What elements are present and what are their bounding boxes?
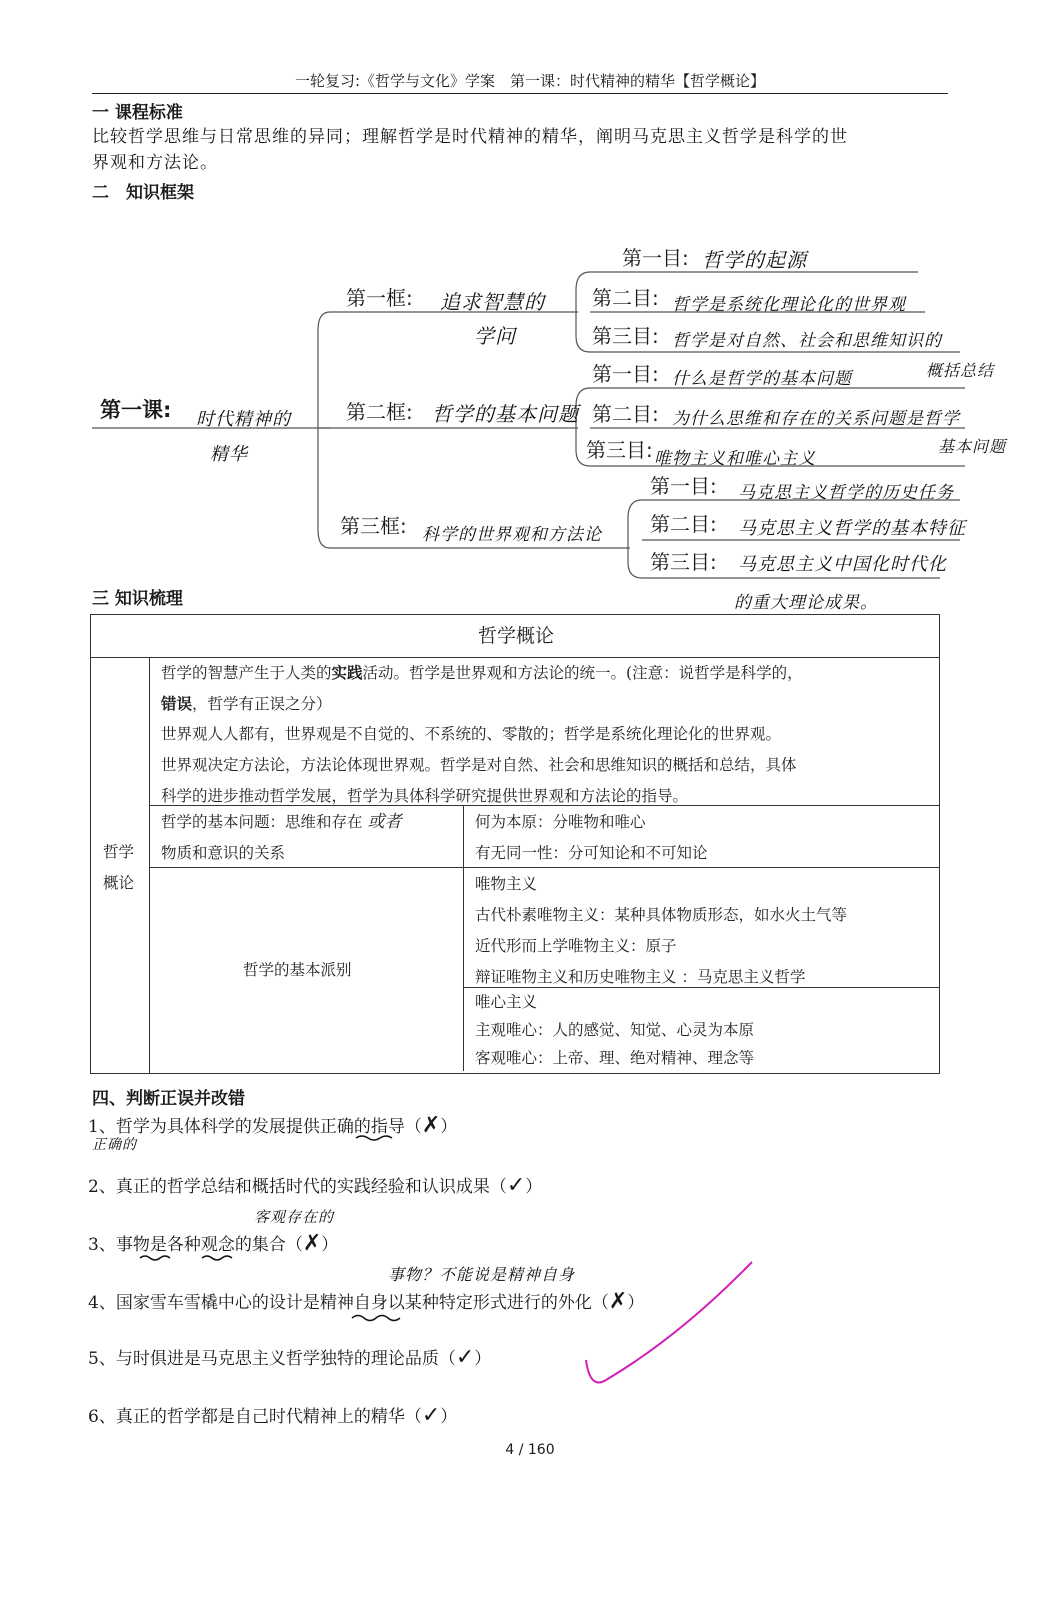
frame3-item1-hw: 马克思主义哲学的历史任务 [738, 483, 954, 503]
side-label-2: 概论 [103, 874, 135, 892]
frame2-item3-hw: 唯物主义和唯心主义 [654, 449, 816, 469]
frame1-item1-hw: 哲学的起源 [702, 248, 807, 272]
intro-line4: 世界观决定方法论，方法论体现世界观。哲学是对自然、社会和思维知识的概括和总结，具体 [161, 756, 797, 774]
underline-jingshen [352, 1316, 400, 1321]
frame3-item2-hw: 马克思主义哲学的基本特征 [738, 518, 966, 539]
section4-title: 四、判断正误并改错 [92, 1089, 245, 1109]
margin-note-chengguo: 的重大理论成果。 [734, 593, 878, 613]
frame2-item1-label: 第一目: [592, 362, 659, 386]
underline-zhengque [356, 1136, 392, 1140]
judgment-note-3: 客观存在的 [254, 1208, 335, 1226]
section1-title: 一 课程标准 [92, 103, 183, 123]
margin-note-jiben: 基本问题 [938, 437, 1007, 456]
idealism-2: 主观唯心：人的感觉、知觉、心灵为本原 [475, 1021, 755, 1039]
frame3-item3-hw: 马克思主义中国化时代化 [738, 554, 947, 575]
frame1-hw-1: 追求智慧的 [440, 290, 545, 314]
judgment-item-2: 2、真正的哲学总结和概括时代的实践经验和认识成果（✓） [88, 1173, 543, 1198]
schools-label: 哲学的基本派别 [243, 961, 352, 979]
frame2-item3-label: 第三目: [586, 438, 653, 462]
frame1-label: 第一框: [346, 286, 413, 310]
frame2-item2-hw: 为什么思维和存在的关系问题是哲学 [672, 409, 960, 429]
frame1-hw-2: 学问 [474, 324, 516, 348]
section2-title: 二 知识框架 [92, 183, 194, 203]
basic-question-right1: 何为本原：分唯物和唯心 [475, 813, 646, 831]
frame2-label: 第二框: [346, 400, 413, 424]
materialism-1: 唯物主义 [475, 875, 538, 893]
frame2-item2-label: 第二目: [592, 402, 659, 426]
basic-question-right2: 有无同一性：分可知论和不可知论 [475, 844, 708, 862]
materialism-3: 近代形而上学唯物主义：原子 [475, 937, 677, 955]
intro-line1: 哲学的智慧产生于人类的实践活动。哲学是世界观和方法论的统一。(注意：说哲学是科学的， [161, 663, 803, 682]
frame1-item2-label: 第二目: [592, 286, 659, 310]
basic-question-left2: 物质和意识的关系 [161, 844, 286, 862]
lesson-hw-1: 时代精神的 [196, 409, 291, 430]
idealism-3: 客观唯心：上帝、理、绝对精神、理念等 [475, 1049, 755, 1067]
frame3-item3-label: 第三目: [650, 550, 717, 574]
intro-line3: 世界观人人都有，世界观是不自觉的、不系统的、零散的；哲学是系统化理论化的世界观。 [161, 725, 782, 743]
course-standard-line1: 比较哲学思维与日常思维的异同；理解哲学是时代精神的精华，阐明马克思主义哲学是科学的世 [92, 127, 848, 147]
frame3-label: 第三框: [340, 514, 407, 538]
margin-note-gaikuo: 概括总结 [926, 361, 995, 380]
judgment-item-4: 4、国家雪车雪橇中心的设计是精神自身以某种特定形式进行的外化（✗） [88, 1289, 645, 1314]
judgment-item-3: 3、事物是各种观念的集合（✗） [88, 1231, 339, 1256]
frame1-item2-hw: 哲学是系统化理论化的世界观 [672, 295, 906, 315]
materialism-4: 辩证唯物主义和历史唯物主义 ：马克思主义哲学 [475, 968, 806, 986]
intro-line5: 科学的进步推动哲学发展，哲学为具体科学研究提供世界观和方法论的指导。 [161, 787, 689, 805]
frame3-item1-label: 第一目: [650, 474, 717, 498]
magenta-check-icon [586, 1262, 752, 1383]
side-label-1: 哲学 [103, 843, 135, 861]
underline-guannian [202, 1256, 232, 1260]
judgment-item-6: 6、真正的哲学都是自己时代精神上的精华（✓） [88, 1403, 458, 1428]
intro-line2: 错误，哲学有正误之分） [161, 694, 332, 713]
judgment-note-4: 事物？不能说是精神自身 [388, 1265, 576, 1284]
judgment-item-1: 1、哲学为具体科学的发展提供正确的指导（✗） [88, 1113, 458, 1138]
underline-shiwu [140, 1256, 170, 1260]
course-standard-line2: 界观和方法论。 [92, 153, 218, 173]
frame1-item3-hw: 哲学是对自然、社会和思维知识的 [672, 331, 942, 351]
frame1-item1-label: 第一目: [622, 246, 689, 270]
lesson-hw-2: 精华 [210, 444, 248, 465]
materialism-2: 古代朴素唯物主义：某种具体物质形态，如水火土气等 [475, 906, 848, 924]
frame3-item2-label: 第二目: [650, 512, 717, 536]
section3-title: 三 知识梳理 [92, 589, 183, 609]
judgment-note-1: 正确的 [92, 1137, 137, 1153]
lesson-label: 第一课: [100, 398, 172, 422]
idealism-1: 唯心主义 [475, 993, 538, 1011]
page-number: 4 / 160 [505, 1442, 555, 1458]
page-header: 一轮复习:《哲学与文化》学案 第一课：时代精神的精华【哲学概论】 [294, 72, 766, 90]
basic-question-left1: 哲学的基本问题：思维和存在 或者 [161, 812, 402, 832]
frame1-item3-label: 第三目: [592, 324, 659, 348]
frame2-hw: 哲学的基本问题 [432, 402, 579, 426]
table-caption: 哲学概论 [477, 625, 554, 647]
judgment-item-5: 5、与时俱进是马克思主义哲学独特的理论品质（✓） [88, 1345, 492, 1370]
frame3-hw: 科学的世界观和方法论 [422, 525, 602, 545]
frame2-item1-hw: 什么是哲学的基本问题 [672, 369, 852, 389]
